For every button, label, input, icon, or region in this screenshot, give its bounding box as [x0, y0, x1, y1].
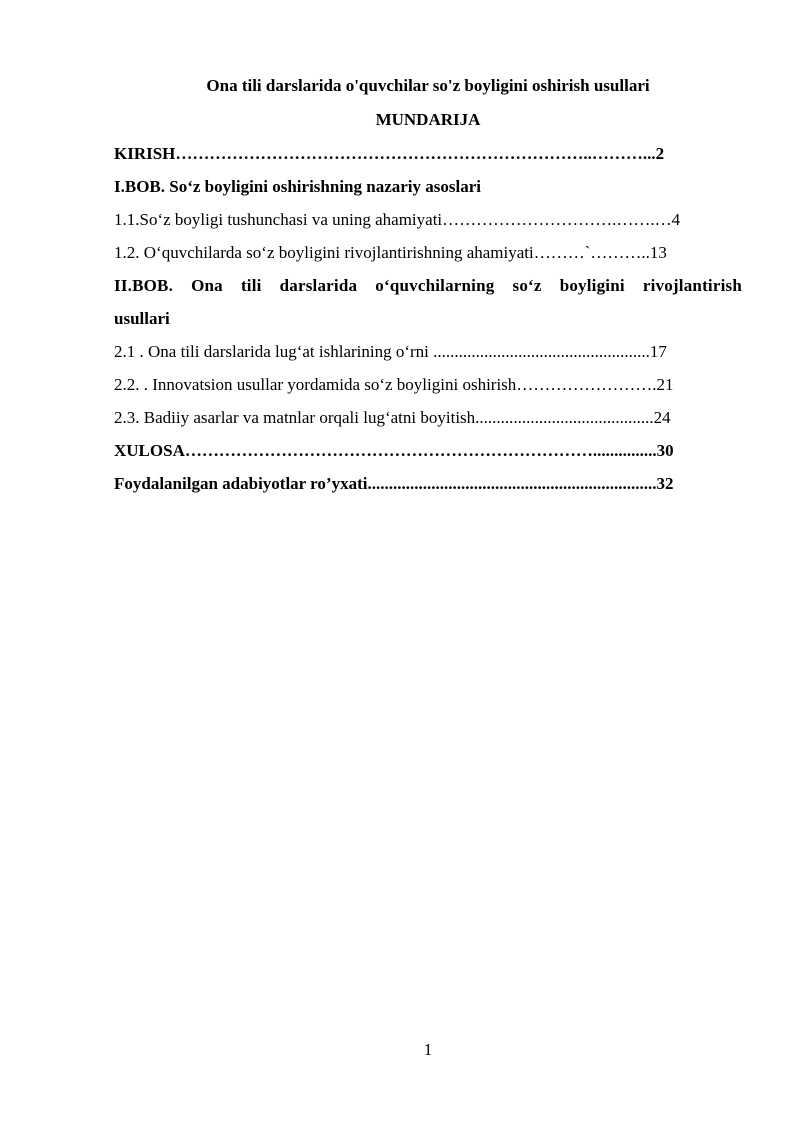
- toc-entry-chapter-2-cont: usullari: [114, 309, 170, 328]
- toc-entry-chapter-1: I.BOB. So‘z boyligini oshirishning nazariy asoslari: [114, 177, 481, 196]
- toc-entry-1-2: 1.2. O‘quvchilarda so‘z boyligini rivojlantirishning ahamiyati………`………..13: [114, 243, 667, 262]
- toc-entry-chapter-2: II.BOB. Ona tili darslarida o‘quvchilarning so‘z boyligini rivojlantirish: [114, 276, 742, 295]
- toc-entry-1-1: 1.1.So‘z boyligi tushunchasi va uning ahamiyati………………………….…….…4: [114, 210, 681, 229]
- toc-entry-2-3: 2.3. Badiiy asarlar va matnlar orqali lug‘atni boyitish..........................................24: [114, 408, 671, 427]
- toc-entry-xulosa: XULOSA………………………………………………………………...............30: [114, 441, 674, 460]
- toc-entry-2-2: 2.2. . Innovatsion usullar yordamida so‘z boyligini oshirish…………………….21: [114, 375, 674, 394]
- toc-entry-2-1: 2.1 . Ona tili darslarida lug‘at ishlarining o‘rni ...................................................17: [114, 342, 667, 361]
- toc-entry-kirish: KIRISH………………………………………………………………..………...2: [114, 144, 665, 163]
- table-of-contents: [114, 141, 742, 504]
- document-title: Ona tili darslarida o'quvchilar so'z boyligini oshirish usullari: [206, 76, 650, 95]
- toc-entry-references: Foydalanilgan adabiyotlar ro’yxati....................................................................32: [114, 474, 674, 493]
- toc-heading: MUNDARIJA: [375, 110, 481, 129]
- page-number: 1: [423, 1040, 433, 1059]
